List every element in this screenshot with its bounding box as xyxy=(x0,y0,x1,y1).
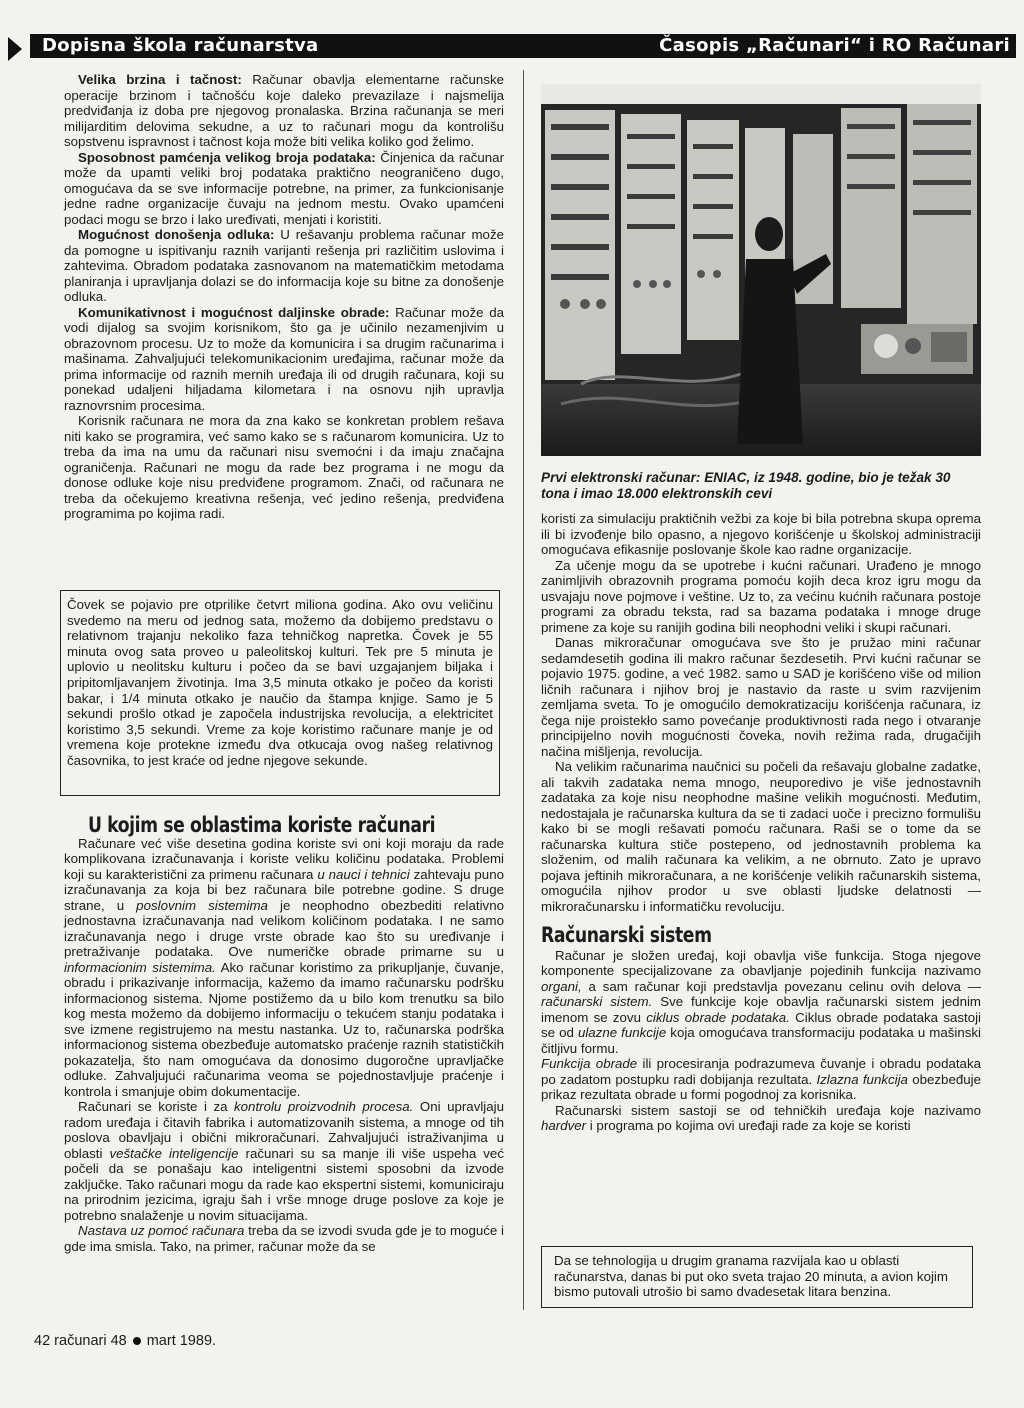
section-title-computer-uses: U kojim se oblastima koriste računari xyxy=(88,813,436,837)
column-divider xyxy=(523,70,524,1310)
paragraph-memory: Sposobnost pamćenja velikog broja podataka: Činjenica da računar može da upamti veliki broj podataka praktično neograničeno dugo, omogućava da se sve informacije potrebne, na primer, za funkcionisanje jedne radne organizacije čuvaju na jednom mestu. Ovako upamćeni podaci mogu se brzo i lako uređivati, menjati i koristiti. xyxy=(64,149,504,227)
sidebar-box-human-history: Čovek se pojavio pre otprilike četvrt miliona godina. Ako ovu veličinu svedemo na meru od jednog sata, možemo da dobijemo predstavu o relativnom trajanju nekoliko faza tehničkog napretka. Čovek je 55 minuta ovog sata proveo u paleolitskoj kulturi. Tek pre 5 minuta je uplovio u neolitsku kulturu i počeo da se bavi uzgajanjem biljaka i pripitomljavanjem životinja. Ima 3,5 minuta otkako je počeo da koristi bakar, i 1/4 minuta otkako je naučio da štampa knjige. Samo je 5 sekundi prošlo otkad je započela industrijska revolucija, a elektricitet koristimo 3,5 sekundi. Vreme za koje koristimo računare manje je od vremena koje protekne između dva otkucaja ovog našeg relativnog časovnika, to jest kraće od jedne njegove sekunde. xyxy=(60,590,500,796)
paragraph-uses-2: Računari se koriste i za kontrolu proizvodnih procesa. Oni upravljaju radom uređaja i čitavih fabrika i automatizovanih sistema, a mnoge od tih poslova obavljaju i obični mikroračunari. Zahvaljujući istraživanjima u oblasti veštačke inteligencije računari su sa manje ili više uspeha već počeli da se ponašaju kao inteligentni sistemi sposobni da izvode zaključke. Tako računari mogu da rade kao ekspertni sistemi, komuniciraju na prirodnim jezicima, igraju šah i vrše mnoge druge poslove za koje je potrebno snalaženje u novim situacijama. xyxy=(64,1099,505,1223)
paragraph-home-computers: Za učenje mogu da se upotrebe i kućni računari. Urađeno je mnogo zanimljivih obrazovnih programa pomoću kojih deca kroz igru mogu da usvajaju nove pojmove i veštine. Uz to, za većinu kućnih računara postoje programi za obradu teksta, rad sa bazama podataka i mnoge druge primene za koje su ranijih godina bili neophodni veliki i skupi računari. xyxy=(541,557,981,635)
paragraph-uses-1: Računare već više desetina godina koriste svi oni koji moraju da rade komplikovana izračunavanja i koriste veliku količinu podataka. Problemi koji su karakteristični za primenu računara u nauci i tehnici zahtevaju puno izračunavanja za koja bi bez računara bile potrebne godine. S druge strane, u poslovnim sistemima je neophodno obezbediti relativno jednostavna izračunavanja nad velikom količinom podataka. I ne samo izračunavanja nego i druge vrste obrade kao što su uređivanje i pretraživanje podataka. Ove numeričke obrade primarne su u informacionim sistemima. Ako računar koristimo za prikupljanje, čuvanje, obradu i prikazivanje informacija, kažemo da imamo računarsku podršku informacionog sistema. Njome postižemo da u bilo kom trenutku sa bilo kog mesta možemo da dobijemo informaciju o tekućem stanju podataka i sve izmene registrujemo na mestu nastanka. Uz to, računarska podrška informacionog sistema obezbeđuje automatsko praćenje raznih statističkih pokazatelja, što nam omogućava da donosimo dugoročne upravljačke odluke. Zahvaljujući računarima veoma se pojednostavljuje praćenje i kontrola i smanjuje obim dokumentacije. xyxy=(64,835,504,1099)
header-magazine-title: Časopis „Računari“ i RO Računari xyxy=(659,35,1010,56)
eniac-photo xyxy=(541,84,981,456)
header-arrow-icon xyxy=(8,37,22,61)
page-number: 42 xyxy=(34,1333,51,1349)
paragraph-speed: Velika brzina i tačnost: Računar obavlja elementarne računske operacije brzinom i tačnošću koje daleko prevazilaze i najsmelija predviđanja iz doba pre njegovog pronalaska. Brzina računanja se meri milijarditim delovima sekudne, a uz to računari mogu da kontrolišu sopstvenu ispravnost i tačnost koja može biti velika koliko god želimo. xyxy=(64,72,505,149)
issue-date: mart 1989. xyxy=(146,1333,217,1349)
bullet-icon xyxy=(133,1337,141,1345)
left-column-intro xyxy=(64,72,504,522)
paragraph-communication: Komunikativnost i mogućnost daljinske obrade: Računar može da vodi dijalog sa svojim korisnikom, što ga je učinilo nezamenjivim u obrazovnom procesu. Uz to može da komunicira i sa drugim računarima i mašinama. Zahvaljujući telekomunikacionim uređajima, računar može da prima informacije od raznih mernih uređaja ili od drugih računara, koji su ponekad udaljeni hiljadama kilometara i na osnovu njih upravlja raznovrsnim procesima. xyxy=(64,304,504,413)
paragraph-limitations: Korisnik računara ne mora da zna kako se konkretan problem rešava niti kako se programira, već samo kako se s računarom komunicira. Uz to treba da ima na umu da računari nisu svemoćni i da imaju značajna ograničenja. Računari ne mogu da rade bez programa i ne mogu da donose odluke koje nisu predviđene programom. Znači, od računara ne treba da očekujemo kreativna rešenja, već jedino rešenja, predviđena programima po kojima radi. xyxy=(64,413,504,521)
photo-caption: Prvi elektronski računar: ENIAC, iz 1948. godine, bio je težak 30 tona i imao 18.000 elektronskih cevi xyxy=(541,470,951,501)
header-section-title: Dopisna škola računarstva xyxy=(42,35,319,56)
eniac-illustration xyxy=(541,84,981,456)
paragraph-uses-3: Nastava uz pomoć računara treba da se izvodi svuda gde je to moguće i gde ima smisla. Tako, na primer, računar može da se xyxy=(64,1223,504,1254)
paragraph-system-3: Računarski sistem sastoji se od tehničkih uređaja koje nazivamo hardver i programa po kojima ovi uređaji rade za koje se koristi xyxy=(541,1102,981,1133)
magazine-issue: računari 48 xyxy=(54,1333,127,1349)
paragraph-decisions: Mogućnost donošenja odluka: U rešavanju problema računar može da pomogne u ispitivanju raznih varijanti rešenja pri različitim uslovima i zahtevima. Obradom podataka zasnovanom na matematičkim metodama planiranja i upravljanja dolazi se do informacija koje su bitne za donošenje odluka. xyxy=(64,227,504,304)
paragraph-large-computers: Na velikim računarima naučnici su počeli da rešavaju globalne zadatke, ali takvih zadataka nema mnogo, neuporedivo je više jednostavnih zadataka za koje nisu neophodne mašine velikih mogućnosti. Međutim, nedostajala je računarska kultura da se ti zadaci uoče i precizno formulišu kako bi se mogli rešavati pomoću računara. Raši se o tome da se računarska kultura stiče postepeno, od jednostavnih problema ka složenim, od malih računara ka velikim, a ne obrnuto. Zato je upravo pojava jeftinih mikroračunara, a ne korišćenje velikih računarskih sistema, omogućila njihov prodor u sve oblasti ljudske delatnosti — mikroračunarsku i informatičku revoluciju. xyxy=(541,759,981,914)
sidebar-box-technology: Da se tehnologija u drugim granama razvijala kao u oblasti računarstva, danas bi put oko sveta trajao 20 minuta, a avion kojim bismo putovali utrošio bi samo dvadesetak litara benzina. xyxy=(541,1246,973,1308)
paragraph-simulation: koristi za simulaciju praktičnih vežbi za koje bi bila potrebna skupa oprema ili bi izvođenje bilo opasno, a njegovo korišćenje u školskoj administraciji omogućava efikasnije poslovanje škole kao radne organizacije. xyxy=(541,511,981,557)
paragraph-system-1: Računar je složen uređaj, koji obavlja više funkcija. Stoga njegove komponente specijalizovane za obavljanje pojedinih funkcija nazivamo organi, a sam računar koji predstavlja povezanu celinu ovih delova — računarski sistem. Sve funkcije koje obavlja računarski sistem jednim imenom se zovu ciklus obrade podataka. Ciklus obrade podataka sastoji se od ulazne funkcije koja omogućava transformaciju podataka u mašinski čitljivu formu. xyxy=(541,947,982,1056)
section-title-computer-system: Računarski sistem xyxy=(541,923,712,947)
right-column-text xyxy=(541,511,981,1134)
page-footer xyxy=(34,1333,216,1349)
section-computer-uses xyxy=(64,813,505,1254)
paragraph-system-2: Funkcija obrade ili procesiranja podrazumeva čuvanje i obradu podataka po zadatom postupku radi dobijanja rezultata. Izlazna funkcija obezbeđuje prikaz rezultata obrade u formi pogodnoj za korisnika. xyxy=(541,1056,981,1102)
paragraph-microcomputers: Danas mikroračunar omogućava sve što je pružao mini računar sedamdesetih godina ili makro računar šezdesetih. Prvi kućni računar se pojavio 1975. godine, a već 1982. samo u SAD je korišćeno više od milion ličnih računara i njihov broj je nastavio da raste u svim razvijenim zemljama sveta. To je omogućilo demokratizaciju korišćenja računara, iz čega nije proistekło samo povećanje produktivnosti rada nego i otvaranje principijelno novih mogućnosti čoveka, novih režima rada, drugačijih načina mišljenja, revolucija. xyxy=(541,635,981,759)
